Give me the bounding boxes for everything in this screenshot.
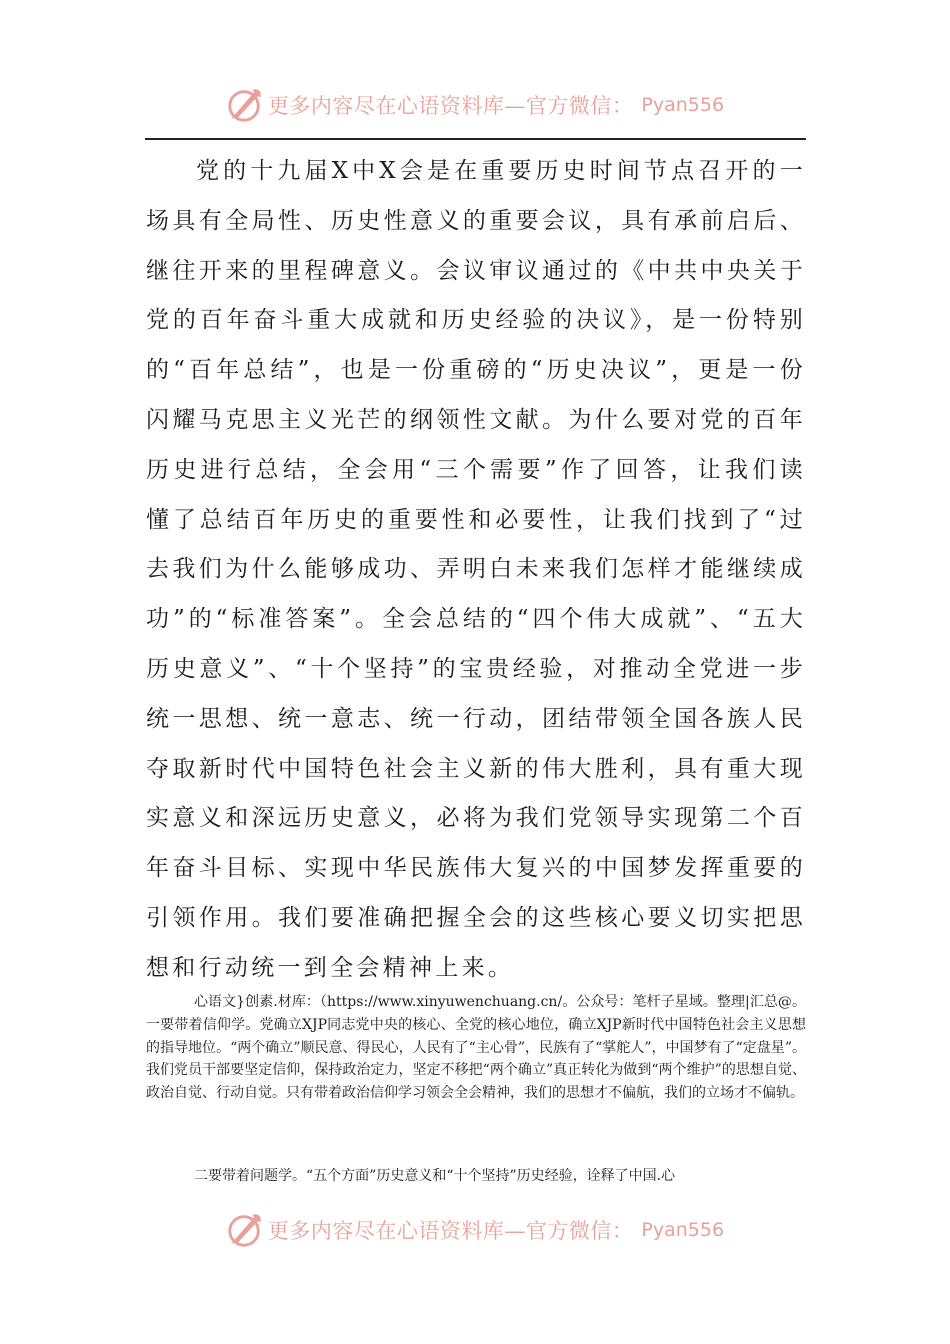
body-paragraph-faith: 心语文}创素.材库：（https://www.xinyuwenchuang.cn/。公众号：笔杆子星域。整理|汇总@。一要带着信仰学。党确立XJP同志党中央的核心、全党的核心地位，确立XJP新时代中国特色社会主义思想的指导地位。“两个确立”顺民意、得民心，人民有了“主心骨”，民族有了“掌舵人”，中国梦有了“定盘星”。我们党员干部要坚定信仰，保持政治定力，坚定不移把“两个确立”真正转化为做到“两个维护”的思想自觉、政治自觉、行动自觉。只有带着政治信仰学习领会全会精神，我们的思想才不偏航，我们的立场才不偏轨。: [146, 994, 806, 1102]
watermark-wechat-id: Pyan556: [641, 1219, 725, 1241]
watermark-text: 更多内容尽在心语资料库—官方微信：: [267, 1219, 634, 1243]
quill-logo-icon: [226, 1211, 264, 1249]
watermark-text: 更多内容尽在心语资料库—官方微信：: [267, 94, 634, 118]
header-watermark: [0, 80, 950, 130]
watermark-wechat-id: Pyan556: [641, 94, 725, 116]
quill-logo-icon: [226, 86, 264, 124]
footer-watermark: [0, 1205, 950, 1255]
main-paragraph: 党的十九届X中X会是在重要历史时间节点召开的一场具有全局性、历史性意义的重要会议，具有承前启后、继往开来的里程碑意义。会议审议通过的《中共中央关于党的百年奋斗重大成就和历史经验的决议》，是一份特别的“百年总结”，也是一份重磅的“历史决议”，更是一份闪耀马克思主义光芒的纲领性文献。为什么要对党的百年历史进行总结，全会用“三个需要”作了回答，让我们读懂了总结百年历史的重要性和必要性，让我们找到了“过去我们为什么能够成功、弄明白未来我们怎样才能继续成功”的“标准答案”。全会总结的“四个伟大成就”、“五大历史意义”、“十个坚持”的宝贵经验，对推动全党进一步统一思想、统一意志、统一行动，团结带领全国各族人民夺取新时代中国特色社会主义新的伟大胜利，具有重大现实意义和深远历史意义，必将为我们党领导实现第二个百年奋斗目标、实现中华民族伟大复兴的中国梦发挥重要的引领作用。我们要准确把握全会的这些核心要义切实把思想和行动统一到全会精神上来。: [146, 158, 806, 981]
header-rule: [145, 138, 806, 140]
body-paragraph-problems: 二要带着问题学。“五个方面”历史意义和“十个坚持”历史经验，诠释了中国.心: [194, 1168, 676, 1184]
